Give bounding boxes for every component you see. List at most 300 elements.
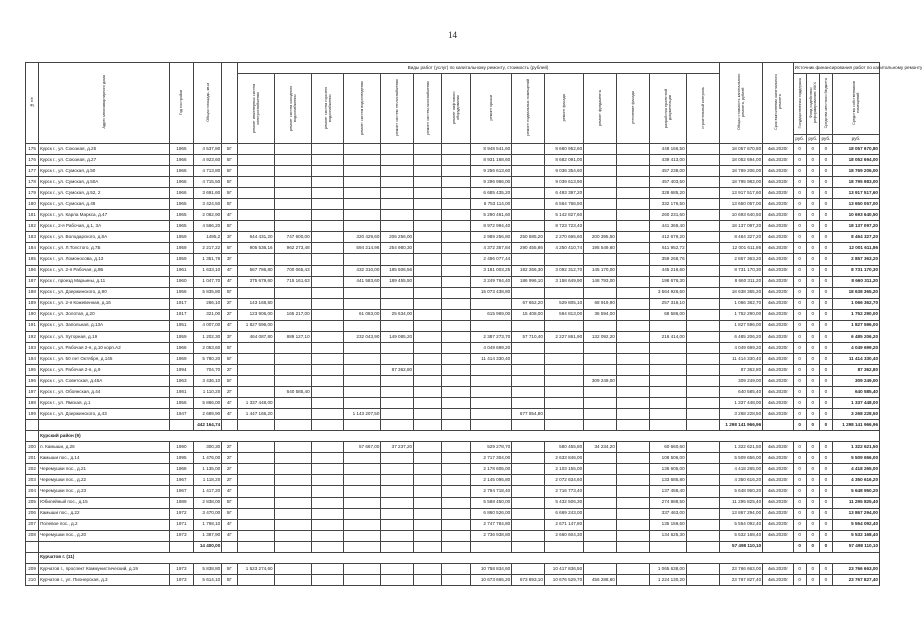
table-cell [344, 486, 381, 497]
table-cell [512, 497, 545, 508]
table-cell: 359 268,76 [649, 254, 686, 265]
table-cell [414, 530, 442, 541]
table-cell [512, 563, 545, 574]
table-cell [311, 254, 344, 265]
table-cell [584, 144, 617, 155]
table-cell [584, 530, 617, 541]
table-cell [274, 497, 311, 508]
table-cell: 0 [806, 464, 819, 475]
table-cell: 439 413,00 [649, 155, 686, 166]
col-no-header: № п/п [26, 63, 39, 144]
table-cell: 673 893,10 [512, 574, 545, 585]
table-cell: 179 [26, 188, 39, 199]
table-cell: 18 052 694,00 [832, 155, 879, 166]
table-cell: 1 224 130,20 [649, 574, 686, 585]
subtotal-cell: 0 [819, 420, 832, 431]
subtotal-cell [344, 541, 381, 552]
table-cell: 309 249,00 [719, 375, 763, 386]
table-cell: 23 766 663,00 [719, 563, 763, 574]
subtotal-cell: 442 164,74 [193, 420, 221, 431]
table-cell [616, 508, 649, 519]
table-cell: 206 [26, 508, 39, 519]
table-cell [512, 155, 545, 166]
table-cell [344, 199, 381, 210]
table-cell: 6 564 766,50 [544, 199, 583, 210]
table-cell: 1973 [169, 574, 193, 585]
table-cell: 4Г [222, 320, 237, 331]
table-cell: 0 [806, 144, 819, 155]
table-cell: 4кв.2020г [763, 287, 794, 298]
table-cell: 0 [806, 221, 819, 232]
table-cell [686, 243, 719, 254]
table-cell: 0 [793, 232, 806, 243]
table-cell: 2 178 605,00 [470, 464, 511, 475]
table-cell [442, 375, 470, 386]
table-cell: 192 [26, 331, 39, 342]
table-cell [686, 497, 719, 508]
table-cell [470, 387, 511, 398]
table-cell [584, 387, 617, 398]
table-cell: 8 972 994,40 [470, 221, 511, 232]
table-cell: 6 493 397,20 [544, 188, 583, 199]
table-cell: Курск г., ул. Хуторная, д.19 [39, 331, 170, 342]
table-cell: Камыши пос., д.14 [39, 453, 170, 464]
table-cell: 0 [806, 375, 819, 386]
table-cell: 149 085,20 [381, 331, 414, 342]
table-cell: 175 [26, 144, 39, 155]
table-cell [686, 574, 719, 585]
table-cell: 0 [793, 199, 806, 210]
table-cell [616, 155, 649, 166]
table-cell: 0 [819, 309, 832, 320]
table-cell [344, 144, 381, 155]
table-cell: 1956 [169, 287, 193, 298]
table-cell: 4Г [222, 276, 237, 287]
table-cell: 1981 [169, 387, 193, 398]
table-cell: 18 057 670,80 [719, 144, 763, 155]
table-cell [381, 320, 414, 331]
table-cell: 9 256 613,60 [470, 166, 511, 177]
table-cell: 8 931 168,60 [470, 155, 511, 166]
table-cell: Курск г., ул. Рабочая 2-я, д.10 корп.А2 [39, 342, 170, 353]
table-row [26, 144, 880, 155]
table-cell [616, 232, 649, 243]
table-cell [311, 464, 344, 475]
section-title: Курчатов г. (11) [39, 552, 880, 563]
table-cell [381, 563, 414, 574]
table-cell: Курск г., ул. 50 лет Октября, д.145 [39, 353, 170, 364]
table-cell: 4кв.2020г [763, 486, 794, 497]
table-cell: 87 362,80 [719, 364, 763, 375]
table-cell [237, 475, 274, 486]
subtotal-cell [616, 541, 649, 552]
table-cell: 5 532 168,40 [832, 530, 879, 541]
table-cell [237, 387, 274, 398]
table-cell: 1966 [169, 342, 193, 353]
table-cell: 5 838,80 [193, 563, 221, 574]
unit-cell: руб. [819, 135, 832, 144]
table-row [26, 574, 880, 585]
table-cell: 132 092,20 [584, 331, 617, 342]
table-cell: 0 [819, 188, 832, 199]
table-cell: 4кв.2020г [763, 475, 794, 486]
table-cell: 300,30 [193, 442, 221, 453]
table-cell: 165 217,00 [274, 309, 311, 320]
subtotal-cell [470, 420, 511, 431]
table-cell [649, 387, 686, 398]
table-cell: 0 [806, 298, 819, 309]
table-row [26, 464, 880, 475]
table-cell: 0 [793, 210, 806, 221]
table-cell: 10 693 640,50 [719, 210, 763, 221]
table-cell: 529 278,70 [470, 442, 511, 453]
table-cell [442, 309, 470, 320]
table-cell: 274 888,50 [649, 497, 686, 508]
table-cell [237, 254, 274, 265]
table-cell: 9 036 354,60 [544, 166, 583, 177]
table-cell: 0 [819, 265, 832, 276]
table-cell: 0 [793, 287, 806, 298]
table-cell: 4кв.2020г [763, 387, 794, 398]
table-cell: 2 082,90 [193, 210, 221, 221]
table-cell: 1 476,00 [193, 453, 221, 464]
table-cell [344, 398, 381, 409]
table-cell [442, 442, 470, 453]
table-cell [274, 508, 311, 519]
table-cell: 6 860 526,00 [470, 508, 511, 519]
subtotal-cell [686, 541, 719, 552]
table-cell: 1 827 596,00 [832, 320, 879, 331]
subtotal-cell [512, 541, 545, 552]
table-row [26, 254, 880, 265]
table-row [26, 199, 880, 210]
table-cell: Камыши пос., д.22 [39, 508, 170, 519]
table-cell: 1968 [169, 464, 193, 475]
table-cell: 5 432 506,30 [544, 497, 583, 508]
table-cell: 2 217,22 [193, 243, 221, 254]
table-cell: Курск г., ул. Сумская, д.50А [39, 177, 170, 188]
table-cell: 5 866,00 [193, 398, 221, 409]
table-cell: 1 633,10 [193, 265, 221, 276]
table-cell [344, 221, 381, 232]
table-cell: 5Г [222, 177, 237, 188]
table-cell: 4Г [222, 409, 237, 420]
table-cell [311, 199, 344, 210]
subtotal-row [26, 420, 880, 431]
table-cell [311, 265, 344, 276]
table-cell [686, 188, 719, 199]
table-cell [584, 364, 617, 375]
table-cell [616, 409, 649, 420]
table-cell: 1917 [169, 298, 193, 309]
table-cell [381, 177, 414, 188]
table-cell: 3 268 228,50 [832, 409, 879, 420]
table-cell: 1965 [169, 199, 193, 210]
table-cell [442, 199, 470, 210]
table-cell [414, 563, 442, 574]
table-cell [274, 177, 311, 188]
table-cell [311, 442, 344, 453]
table-cell: 1 523 274,60 [237, 563, 274, 574]
table-cell [616, 453, 649, 464]
table-cell [686, 232, 719, 243]
table-row [26, 530, 880, 541]
table-cell: 1973 [169, 563, 193, 574]
table-cell: 193 [26, 342, 39, 353]
table-cell [686, 475, 719, 486]
table-cell [381, 199, 414, 210]
table-cell [649, 398, 686, 409]
table-cell: 0 [806, 574, 819, 585]
table-row [26, 486, 880, 497]
table-cell: 4Г [222, 519, 237, 530]
table-cell: 0 [806, 486, 819, 497]
table-cell: 13 650 057,00 [719, 199, 763, 210]
table-cell: 2 103 155,00 [544, 464, 583, 475]
table-row [26, 309, 880, 320]
table-cell: 4кв.2020г [763, 265, 794, 276]
table-row [26, 364, 880, 375]
table-cell: 1 066 362,70 [719, 298, 763, 309]
table-cell: 2 227 861,90 [544, 331, 583, 342]
table-cell: 4кв.2020г [763, 298, 794, 309]
table-cell: 5Г [222, 563, 237, 574]
table-cell [544, 409, 583, 420]
table-cell: 4кв.2020г [763, 453, 794, 464]
table-cell: 0 [793, 442, 806, 453]
table-cell: 4 350 616,20 [832, 475, 879, 486]
table-cell: 5 835,80 [193, 287, 221, 298]
table-cell: 4 923,60 [193, 155, 221, 166]
table-cell [274, 342, 311, 353]
table-cell: 184 [26, 243, 39, 254]
table-cell [584, 508, 617, 519]
table-cell [686, 265, 719, 276]
subtotal-cell [649, 541, 686, 552]
table-cell: 1 135,00 [193, 464, 221, 475]
table-cell: 18 057 670,80 [832, 144, 879, 155]
col-year-header: Год постройки [169, 63, 193, 144]
table-cell: 4кв.2020г [763, 144, 794, 155]
table-cell: 4кв.2020г [763, 177, 794, 188]
table-cell: 188 [26, 287, 39, 298]
table-cell: 611 952,72 [649, 243, 686, 254]
table-cell [442, 177, 470, 188]
table-cell: 1989 [169, 497, 193, 508]
table-cell: 445 216,60 [649, 265, 686, 276]
table-cell [442, 574, 470, 585]
table-cell [584, 398, 617, 409]
table-cell: 4 350 616,20 [719, 475, 763, 486]
table-cell: 3 268 228,50 [719, 409, 763, 420]
table-cell: 0 [806, 331, 819, 342]
table-cell [311, 486, 344, 497]
table-cell: 4кв.2020г [763, 519, 794, 530]
table-cell: 2 736 938,80 [470, 530, 511, 541]
table-cell: 0 [819, 155, 832, 166]
table-cell [344, 254, 381, 265]
table-cell: 290 455,86 [512, 243, 545, 254]
subtotal-cell: 57 498 110,10 [719, 541, 763, 552]
table-cell: Черемушки пос., д.21 [39, 464, 170, 475]
table-cell [584, 199, 617, 210]
table-cell: 2 716 773,40 [544, 486, 583, 497]
table-cell: 640 585,40 [832, 387, 879, 398]
table-cell: 5Г [222, 574, 237, 585]
table-row [26, 508, 880, 519]
table-cell: 4 418 265,00 [719, 464, 763, 475]
table-cell [544, 387, 583, 398]
table-cell [686, 486, 719, 497]
table-cell: 0 [806, 519, 819, 530]
table-cell [381, 188, 414, 199]
table-cell [274, 188, 311, 199]
subtotal-cell [442, 420, 470, 431]
table-cell [311, 387, 344, 398]
table-cell [311, 144, 344, 155]
table-cell: 594 813,00 [544, 309, 583, 320]
table-cell: Курск г., проезд Марьины, д.11 [39, 276, 170, 287]
table-cell: 715 161,63 [274, 276, 311, 287]
table-cell [344, 387, 381, 398]
table-cell: 594 214,96 [344, 243, 381, 254]
table-cell: 10 417 836,50 [544, 563, 583, 574]
table-cell: 1 337 448,00 [832, 398, 879, 409]
table-cell: 8 731 170,30 [832, 265, 879, 276]
subtotal-cell [26, 420, 39, 431]
table-cell [686, 144, 719, 155]
table-cell: 3 436,10 [193, 375, 221, 386]
table-cell: 375 679,60 [237, 276, 274, 287]
table-cell [311, 155, 344, 166]
table-cell [414, 254, 442, 265]
table-cell: 1 752 290,00 [719, 309, 763, 320]
table-cell [442, 287, 470, 298]
table-cell [686, 442, 719, 453]
table-cell: 13 917 517,60 [832, 188, 879, 199]
table-cell: 201 [26, 453, 39, 464]
table-cell: 5Г [222, 144, 237, 155]
table-cell: 0 [806, 353, 819, 364]
table-cell [311, 563, 344, 574]
table-cell: 0 [806, 265, 819, 276]
work-col-header: ремонт систем водоотведения [344, 74, 381, 144]
table-cell [311, 166, 344, 177]
table-cell: 1 322 621,50 [832, 442, 879, 453]
table-header-group-row [26, 63, 880, 74]
subtotal-cell [414, 541, 442, 552]
table-cell: 4кв.2020г [763, 232, 794, 243]
table-cell [344, 464, 381, 475]
table-cell [237, 221, 274, 232]
subtotal-cell [584, 420, 617, 431]
table-cell: 210 [26, 574, 39, 585]
table-cell: 2Г [222, 464, 237, 475]
table-cell [686, 387, 719, 398]
table-cell [381, 287, 414, 298]
table-cell [414, 287, 442, 298]
table-cell: 4кв.2020г [763, 199, 794, 210]
table-cell: 5Г [222, 342, 237, 353]
subtotal-cell [414, 420, 442, 431]
table-cell: 5 509 656,00 [832, 453, 879, 464]
table-cell [274, 486, 311, 497]
table-cell [311, 475, 344, 486]
table-cell: 6 685 435,20 [470, 188, 511, 199]
table-cell: 11 295 825,40 [719, 497, 763, 508]
section-row [26, 552, 880, 563]
table-cell [544, 398, 583, 409]
work-col-header: ремонт систем горячего водоснабжения [311, 74, 344, 144]
table-row [26, 398, 880, 409]
table-cell [311, 177, 344, 188]
table-cell: 0 [806, 188, 819, 199]
table-cell: 2Г [222, 298, 237, 309]
funds-group-header: Источник финансирования работ по капитальному ремонту [793, 63, 879, 74]
table-cell: 180 [26, 199, 39, 210]
table-cell [544, 287, 583, 298]
table-cell [649, 375, 686, 386]
table-cell [584, 353, 617, 364]
table-cell [414, 497, 442, 508]
table-cell [311, 519, 344, 530]
table-cell: 5 648 950,20 [719, 486, 763, 497]
table-cell: 0 [819, 221, 832, 232]
table-cell [414, 574, 442, 585]
table-cell [616, 320, 649, 331]
table-cell: 0 [819, 409, 832, 420]
table-cell: 0 [819, 199, 832, 210]
table-cell: 4Г [222, 210, 237, 221]
table-cell: 0 [806, 475, 819, 486]
table-cell: 205 [26, 497, 39, 508]
table-cell [686, 320, 719, 331]
table-cell [381, 144, 414, 155]
table-cell [616, 387, 649, 398]
table-row [26, 375, 880, 386]
table-cell: 0 [793, 574, 806, 585]
table-cell [274, 453, 311, 464]
table-cell: 3Г [222, 331, 237, 342]
table-cell [649, 409, 686, 420]
table-cell: 182 266,30 [512, 265, 545, 276]
table-cell: 187 [26, 276, 39, 287]
table-cell: 61 063,00 [344, 309, 381, 320]
table-cell: 0 [793, 530, 806, 541]
table-cell: 309 249,00 [832, 375, 879, 386]
table-cell [442, 298, 470, 309]
subtotal-cell [512, 420, 545, 431]
table-cell: 1967 [169, 475, 193, 486]
fund-col-header: Фонд содействия реформированию ЖКХ [806, 74, 819, 135]
table-cell: 5 142 827,60 [544, 210, 583, 221]
table-cell: 0 [819, 298, 832, 309]
table-cell [344, 508, 381, 519]
subtotal-cell: 14 400,00 [193, 541, 221, 552]
table-cell [686, 210, 719, 221]
table-cell: 0 [793, 475, 806, 486]
table-cell [442, 530, 470, 541]
table-cell: 8 660 311,20 [832, 276, 879, 287]
table-cell [512, 453, 545, 464]
table-cell: 320 429,60 [344, 232, 381, 243]
table-cell [649, 364, 686, 375]
subtotal-cell: 0 [806, 541, 819, 552]
table-cell [616, 199, 649, 210]
table-cell [616, 563, 649, 574]
table-cell: 0 [793, 298, 806, 309]
table-cell: 216 414,00 [649, 331, 686, 342]
